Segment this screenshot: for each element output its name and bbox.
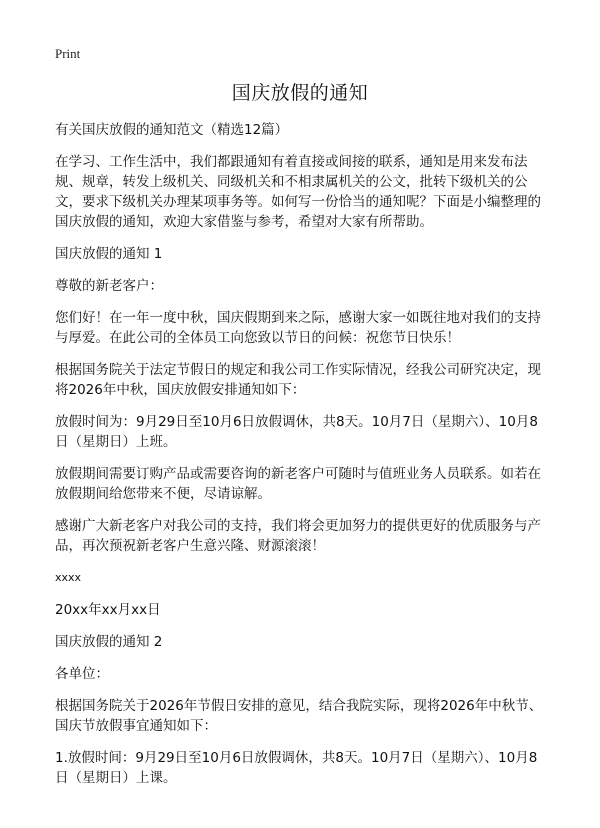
document-body	[55, 120, 550, 800]
signature-placeholder: xxxx	[55, 571, 82, 584]
decision-paragraph: 根据国务院关于法定节假日的规定和我公司工作实际情况，经我公司研究决定，现将2026年中秋，国庆放假安排通知如下：	[55, 362, 541, 398]
print-link[interactable]: Print	[55, 46, 81, 61]
section-heading-2: 国庆放假的通知 2	[55, 634, 163, 650]
document-title: 国庆放假的通知	[231, 82, 369, 104]
intro-paragraph: 在学习、工作生活中，我们都跟通知有着直接或间接的联系，通知是用来发布法规、规章，转发上级机关、同级机关和不相隶属机关的公文，批转下级机关的公文，要求下级机关办理某项事务等。如何写一份恰当的通知呢？下面是小编整理的国庆放假的通知，欢迎大家借鉴与参考，希望对大家有所帮助。	[55, 154, 541, 230]
arrangement-paragraph: 根据国务院关于2026年节假日安排的意见，结合我院实际，现将2026年中秋节、国庆节放假事宜通知如下：	[55, 698, 543, 734]
salutation-2: 各单位：	[55, 666, 109, 682]
holiday-time-paragraph-2: 1.放假时间：9月29日至10月6日放假调休，共8天。10月7日（星期六）、10月8日（星期日）上课。	[55, 750, 538, 786]
holiday-time-paragraph-1: 放假时间为：9月29日至10月6日放假调休，共8天。10月7日（星期六）、10月8日（星期日）上班。	[55, 414, 538, 450]
thanks-paragraph: 感谢广大新老客户对我公司的支持，我们将会更加努力的提供更好的优质服务与产品，再次预祝新老客户生意兴隆、财源滚滚！	[55, 518, 541, 554]
greeting-paragraph: 您们好！在一年一度中秋，国庆假期到来之际，感谢大家一如既往地对我们的支持与厚爱。在此公司的全体员工向您致以节日的问候：祝您节日快乐！	[55, 310, 541, 346]
salutation-1: 尊敬的新老客户：	[55, 278, 163, 294]
section-heading-1: 国庆放假的通知 1	[55, 246, 163, 262]
date-line: 20xx年xx月xx日	[55, 602, 161, 618]
summary-line: 有关国庆放假的通知范文（精选12篇）	[55, 122, 289, 138]
contact-paragraph: 放假期间需要订购产品或需要咨询的新老客户可随时与值班业务人员联系。如若在放假期间给您带来不便，尽请谅解。	[55, 466, 541, 502]
